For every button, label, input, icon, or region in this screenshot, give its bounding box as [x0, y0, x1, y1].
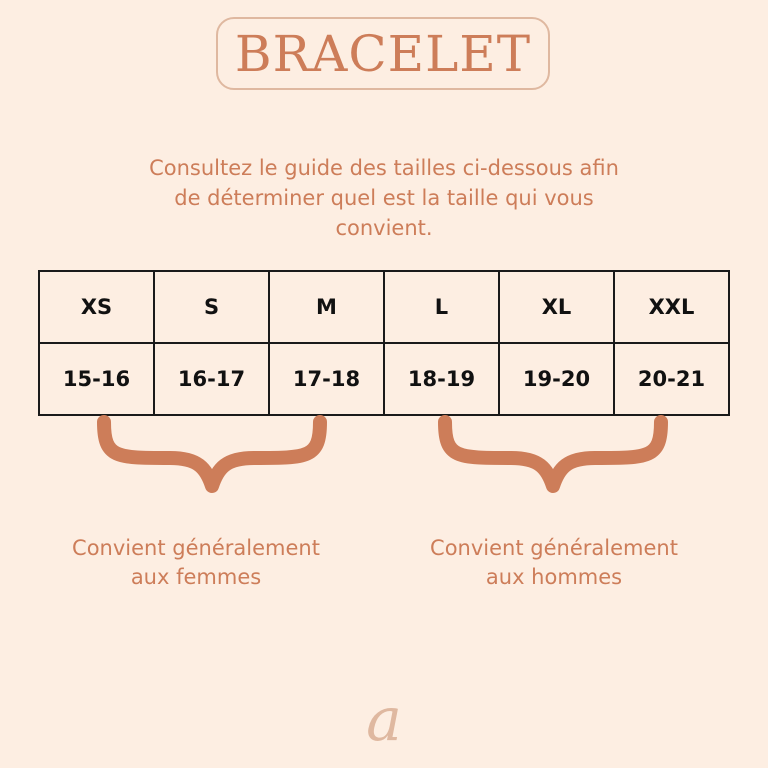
women-brace-icon [104, 422, 320, 486]
size-cell-xl: XL [499, 271, 614, 343]
intro-line: de déterminer quel est la taille qui vous [174, 186, 594, 210]
size-cell-xxl: XXL [614, 271, 729, 343]
brand-logo: a [366, 685, 402, 755]
intro-line: Consultez le guide des tailles ci-dessous afin [149, 156, 619, 180]
caption-line: aux femmes [130, 565, 262, 589]
size-cell-xs: XS [39, 271, 154, 343]
measure-cell-xxl: 20-21 [614, 343, 729, 415]
measure-cell-xs: 15-16 [39, 343, 154, 415]
men-brace-icon [445, 422, 661, 486]
measure-cell-xl: 19-20 [499, 343, 614, 415]
caption-line: aux hommes [485, 565, 623, 589]
caption-line: Convient généralement [430, 536, 678, 560]
title-frame [216, 17, 550, 90]
measure-cell-l: 18-19 [384, 343, 499, 415]
measure-cell-m: 17-18 [269, 343, 384, 415]
caption-line: Convient généralement [72, 536, 320, 560]
measure-cell-s: 16-17 [154, 343, 269, 415]
page-title: BRACELET [234, 24, 532, 83]
intro-text [100, 153, 668, 243]
caption-men [398, 534, 710, 592]
intro-line: convient. [335, 216, 433, 240]
size-cell-l: L [384, 271, 499, 343]
size-cell-m: M [269, 271, 384, 343]
size-row [39, 271, 729, 343]
size-guide-table [38, 270, 730, 416]
caption-women [40, 534, 352, 592]
measure-row [39, 343, 729, 415]
size-cell-s: S [154, 271, 269, 343]
